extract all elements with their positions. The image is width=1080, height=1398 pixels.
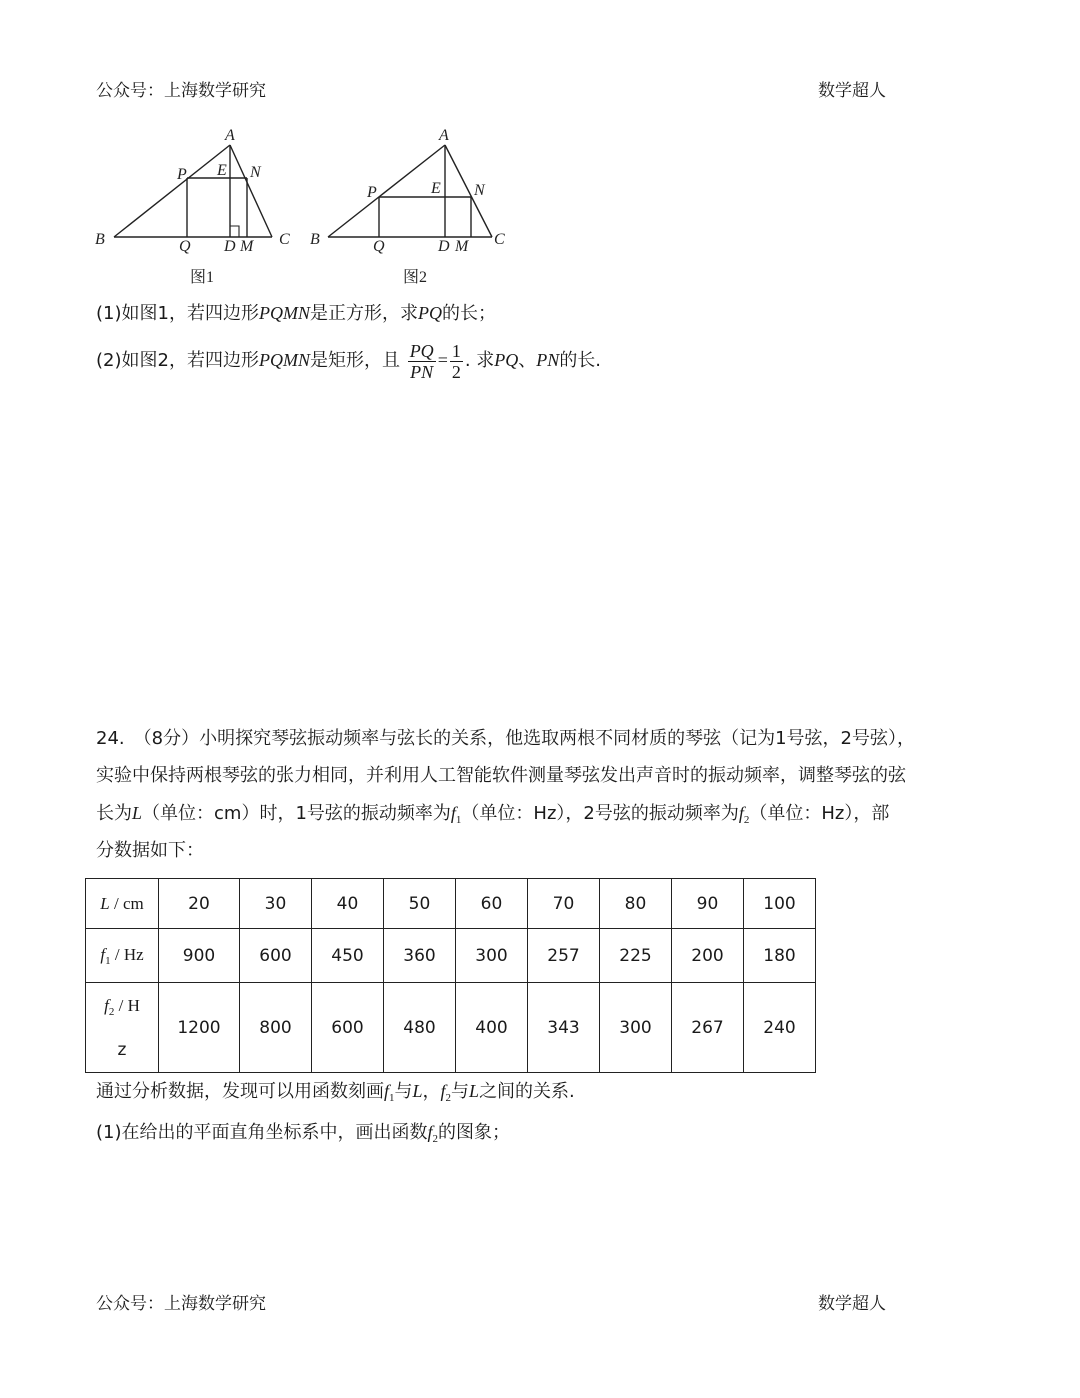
fig1-caption: 图1 [190,269,215,286]
table-cell: 70 [528,879,600,929]
table-cell: 20 [159,879,240,929]
subscript: 2 [432,1133,439,1145]
table-cell: 400 [456,983,528,1073]
unit: / cm [109,893,144,913]
var-f: f [100,944,106,964]
q23-part2-text-ask: . 求 [464,350,495,371]
table-cell: 900 [159,929,240,983]
header-left: 公众号：上海数学研究 [96,81,266,101]
footer-left: 公众号：上海数学研究 [96,1294,266,1314]
fig1-label-E: E [217,162,227,179]
fig2-label-D: D [438,238,450,255]
table-cell: 600 [312,983,384,1073]
fig1-label-B: B [95,231,105,248]
subscript: 1 [105,954,111,967]
fig2-label-N: N [474,182,485,199]
text: 通过分析数据，发现可以用函数刻画 [96,1081,384,1102]
text: 与 [394,1081,413,1102]
separator: 、 [518,350,537,371]
fig2-label-E: E [431,180,441,197]
frac-numerator: PQ [409,340,434,361]
table-cell: 60 [456,879,528,929]
frac-denominator: PN [410,361,434,382]
fig1-label-M: M [240,238,254,255]
table-cell: 50 [384,879,456,929]
var-pn: PN [536,350,560,370]
fig1-label-C: C [279,231,290,248]
figure-1 [114,145,272,237]
fig1-label-N: N [250,164,261,181]
table-cell: 300 [456,929,528,983]
text: 与 [451,1081,470,1102]
table-cell: 450 [312,929,384,983]
var-L: L [469,1081,480,1101]
fig2-caption: 图2 [403,269,428,286]
text: 的图象； [438,1122,511,1143]
row-header-L [86,879,159,929]
var-pq: PQ [494,350,519,370]
fig2-label-A: A [439,127,449,144]
table-cell: 100 [744,879,816,929]
table-cell: 360 [384,929,456,983]
q23-part2-text: (2)如图2，若四边形 [96,350,259,371]
q23-part1-text: (1)如图1，若四边形 [96,303,259,324]
unit: / Hz [110,944,144,964]
data-table [85,878,816,1073]
q24-analysis [96,1078,575,1111]
unit: / H [114,995,140,1015]
fig2-label-P: P [367,184,377,201]
text: 长为 [96,803,132,824]
text: （单位：cm）时，1号弦的振动频率为 [142,803,451,824]
subscript: 2 [445,1092,452,1104]
header-right: 数学超人 [818,81,886,101]
q23-part2-text-mid: 是矩形，且 [309,350,400,371]
q23-part1 [96,300,496,327]
table-row-L [86,879,816,929]
var-f: f [104,995,109,1015]
var-f1: f [384,1081,390,1101]
q24-line4: 分数据如下： [96,840,204,861]
fig1-label-A: A [225,127,235,144]
fig1-label-D: D [224,238,236,255]
table-row-f2 [86,983,816,1073]
text: （单位：Hz），2号弦的振动频率为 [461,803,739,824]
table-cell: 30 [240,879,312,929]
table-cell: 180 [744,929,816,983]
table-cell: 257 [528,929,600,983]
footer-right: 数学超人 [818,1294,886,1314]
q23-part1-text-end: 的长； [441,303,496,324]
table-cell: 300 [600,983,672,1073]
q24-part1 [96,1119,510,1152]
row-header-f2 [86,983,159,1073]
text: 之间的关系. [479,1081,575,1102]
row-header-f1 [86,929,159,983]
var-f2: f [427,1122,433,1142]
text: (1)在给出的平面直角坐标系中，画出函数 [96,1122,428,1143]
unit-wrap: z [117,1039,127,1060]
text: （单位：Hz），部 [749,803,890,824]
var-pqmn: PQMN [258,303,310,323]
q24-line2: 实验中保持两根琴弦的张力相同，并利用人工智能软件测量琴弦发出声音时的振动频率，调整琴弦的弦 [96,765,906,786]
geometry-figures [85,120,525,290]
table-cell: 90 [672,879,744,929]
table-cell: 40 [312,879,384,929]
q24-line3 [96,800,889,833]
subscript: 2 [108,1005,115,1018]
frac-denominator: 2 [451,361,461,382]
frac-numerator: 1 [451,340,461,361]
fig2-label-M: M [455,238,469,255]
q23-part2-text-end: 的长. [559,350,602,371]
var-pqmn: PQMN [258,350,310,370]
table-cell: 1200 [159,983,240,1073]
fig2-label-C: C [494,231,505,248]
fig2-label-B: B [310,231,320,248]
var-L: L [132,803,143,823]
table-cell: 80 [600,879,672,929]
fig2-label-Q: Q [373,238,385,255]
q23-part2 [96,338,601,383]
fig1-label-P: P [177,166,187,183]
subscript: 1 [455,814,462,826]
var-f2: f [738,803,744,823]
table-cell: 800 [240,983,312,1073]
var-f2: f [440,1081,446,1101]
var-pq: PQ [417,303,442,323]
subscript: 2 [743,814,750,826]
table-row-f1 [86,929,816,983]
table-cell: 267 [672,983,744,1073]
equals-sign: = [437,350,448,370]
fraction-one-half [450,341,463,382]
var-L: L [412,1081,423,1101]
table-cell: 225 [600,929,672,983]
table-cell: 200 [672,929,744,983]
subscript: 1 [389,1092,395,1104]
figure-2 [328,145,492,237]
table-cell: 343 [528,983,600,1073]
var-f1: f [450,803,456,823]
fraction-pq-over-pn [408,341,436,382]
q23-part1-text-mid: 是正方形，求 [309,303,418,324]
fig1-label-Q: Q [179,238,191,255]
var-L: L [100,893,110,913]
text: ， [422,1081,441,1102]
table-cell: 480 [384,983,456,1073]
q24-line1: 24. （8分）小明探究琴弦振动频率与弦长的关系，他选取两根不同材质的琴弦（记为1号弦，2号弦）， [96,728,915,749]
table-cell: 240 [744,983,816,1073]
table-cell: 600 [240,929,312,983]
